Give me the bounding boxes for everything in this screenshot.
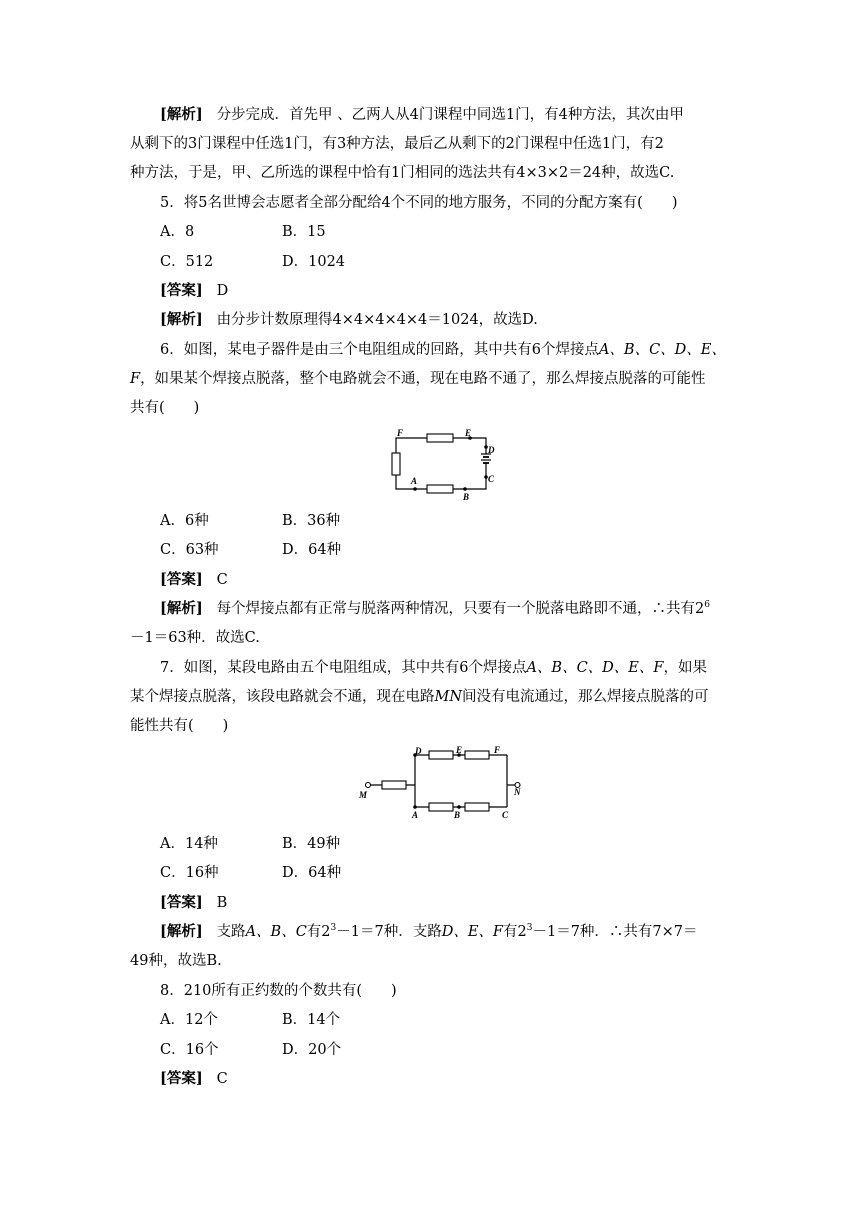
analysis-points: A、B、C (245, 924, 307, 940)
q7-circuit-figure (355, 745, 535, 825)
q7-option-a: A．14种 (160, 836, 218, 852)
q6-analysis-line-1 (160, 599, 710, 619)
q8-stem: 8．210所有正约数的个数共有( ) (160, 983, 397, 999)
label-f: F (397, 428, 404, 438)
answer-tag: [答案] (160, 1070, 203, 1087)
terminal-m (366, 783, 371, 788)
label-m: M (359, 790, 368, 800)
q6-stem-text: 6．如图，某电子器件是由三个电阻组成的回路，其中共有6个焊接点 (160, 342, 599, 358)
analysis-tag: [解析] (160, 106, 203, 123)
answer-value: C (216, 572, 228, 588)
analysis-line-3: 种方法，于是，甲、乙所选的课程中恰有1门相同的选法共有4×3×2＝24种，故选C. (130, 165, 675, 181)
junction-a (413, 487, 417, 491)
answer-tag: [答案] (160, 282, 203, 299)
label-a: A (412, 810, 419, 820)
exponent: 3 (330, 923, 337, 933)
q7-points: A、B、C、D、E、F (526, 660, 664, 676)
resistor-top-2 (465, 751, 489, 759)
q6-answer (160, 570, 228, 590)
circuit-wire (396, 438, 486, 489)
answer-value: C (216, 1071, 228, 1087)
q5-option-a: A．8 (160, 224, 195, 240)
answer-tag: [答案] (160, 571, 203, 588)
junction-b (457, 805, 461, 809)
q7-option-d: D．64种 (282, 865, 342, 881)
q7-stem-text: 间没有电流通过，那么焊接点脱落的可 (462, 689, 709, 705)
q6-option-d: D．64种 (282, 542, 342, 558)
resistor-top (427, 434, 453, 442)
q6-stem-line-3: 共有( ) (130, 400, 200, 416)
q7-stem-text: 7．如图，某段电路由五个电阻组成，其中共有6个焊接点 (160, 660, 527, 676)
q6-stem-line-1 (160, 340, 726, 360)
q5-option-c: C．512 (160, 254, 214, 270)
analysis-tag: [解析] (160, 600, 203, 617)
q6-circuit-figure (383, 425, 503, 505)
label-d: D (415, 746, 422, 756)
analysis-text: －1＝7种．∴共有7×7＝ (532, 924, 698, 940)
resistor-top-1 (429, 751, 453, 759)
junction-b (463, 487, 467, 491)
q7-option-b: B．49种 (282, 836, 341, 852)
answer-value: D (216, 283, 229, 299)
label-c: C (488, 474, 495, 484)
q6-stem-text: ，如果某个焊接点脱落，整个电路就会不通，现在电路不通了，那么焊接点脱落的可能性 (140, 371, 706, 387)
q6-option-c: C．63种 (160, 542, 219, 558)
q8-option-d: D．20个 (282, 1042, 342, 1058)
analysis-text: 分步完成．首先甲 、乙两人从4门课程中同选1门，有4种方法，其次由甲 (216, 107, 684, 123)
q7-option-c: C．16种 (160, 865, 219, 881)
analysis-text: 支路 (216, 924, 246, 940)
exponent: 3 (526, 923, 533, 933)
q7-stem-text: 某个焊接点脱落，该段电路就会不通，现在电路 (130, 689, 435, 705)
q6-stem-line-2 (130, 369, 706, 389)
exponent: 6 (704, 600, 711, 610)
q6-option-b: B．36种 (282, 513, 341, 529)
analysis-text: 由分步计数原理得4×4×4×4×4＝1024，故选D. (216, 312, 538, 328)
answer-tag: [答案] (160, 894, 203, 911)
resistor-bottom (427, 485, 453, 493)
answer-value: B (216, 895, 228, 911)
q7-stem-text: ，如果 (663, 660, 707, 676)
label-f: F (494, 745, 501, 755)
analysis-tag: [解析] (160, 311, 203, 328)
analysis-line-2: 从剩下的3门课程中任选1门，有3种方法，最后乙从剩下的2门课程中任选1门，有2 (130, 136, 664, 152)
q8-option-a: A．12个 (160, 1012, 218, 1028)
q7-analysis-line-1 (160, 922, 698, 942)
label-d: D (488, 445, 495, 455)
label-e: E (465, 428, 472, 438)
q6-point-f: F (130, 371, 141, 387)
label-c: C (502, 810, 509, 820)
label-a: A (411, 476, 418, 486)
resistor-bottom-1 (429, 803, 453, 811)
q8-option-b: B．14个 (282, 1012, 341, 1028)
q8-option-c: C．16个 (160, 1042, 219, 1058)
q5-analysis (160, 310, 538, 330)
analysis-text: 有2 (306, 924, 331, 940)
analysis-line-1 (160, 105, 684, 125)
analysis-text: 每个焊接点都有正常与脱落两种情况，只要有一个脱落电路即不通，∴共有2 (216, 601, 705, 617)
q5-option-b: B．15 (282, 224, 326, 240)
q7-stem-line-3: 能性共有( ) (130, 718, 229, 734)
label-b: B (454, 810, 461, 820)
junction-a (413, 805, 417, 809)
label-b: B (463, 492, 470, 502)
q7-analysis-line-2: 49种，故选B. (130, 953, 222, 969)
resistor-left (392, 453, 400, 475)
q7-stem-line-2 (130, 687, 709, 707)
q8-answer (160, 1069, 228, 1089)
analysis-text: －1＝7种．支路 (336, 924, 442, 940)
resistor-main (382, 781, 406, 789)
q5-answer (160, 281, 228, 301)
analysis-points: D、E、F (441, 924, 503, 940)
label-e: E (456, 745, 463, 755)
analysis-text: 有2 (503, 924, 527, 940)
resistor-bottom-2 (465, 803, 489, 811)
q7-stem-line-1 (160, 658, 707, 678)
q7-mn: MN (434, 689, 463, 705)
q7-answer (160, 893, 227, 913)
q6-points: A、B、C、D、E、 (598, 342, 726, 358)
q5-stem: 5．将5名世博会志愿者全部分配给4个不同的地方服务，不同的分配方案有( ) (160, 195, 678, 211)
label-n: N (514, 787, 521, 797)
q6-option-a: A．6种 (160, 513, 209, 529)
q6-analysis-line-2: －1＝63种．故选C. (130, 630, 260, 646)
q5-option-d: D．1024 (282, 254, 346, 270)
analysis-tag: [解析] (160, 923, 203, 940)
